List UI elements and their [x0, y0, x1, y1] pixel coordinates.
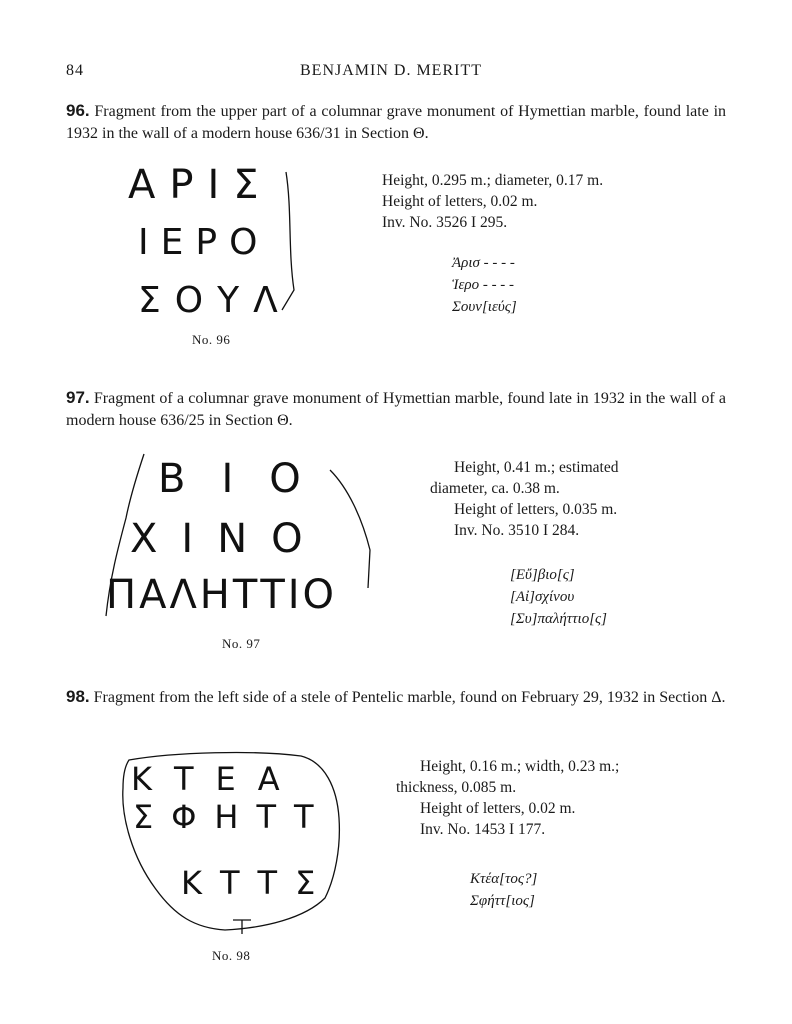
transcription-line: [Εὔ]βιο[ς] — [510, 567, 575, 583]
inscription-line: ΚΤΕΑ — [131, 760, 302, 798]
meta-line: Height of letters, 0.02 m. — [420, 800, 576, 817]
transcription-line: Ἀρισ - - - - — [452, 255, 515, 271]
entry-96-metadata — [382, 170, 603, 233]
meta-line: thickness, 0.085 m. — [396, 779, 517, 796]
figure-caption: No. 97 — [222, 636, 261, 651]
inscription-line: ΠΑΛΗΤΤΙΟ — [106, 572, 338, 618]
transcription-line: [Συ]παλήττιο[ς] — [510, 611, 607, 627]
entry-98-paragraph — [66, 686, 726, 709]
entry-98-transcription — [470, 868, 537, 912]
meta-line: Height of letters, 0.02 m. — [382, 193, 538, 210]
entry-98-metadata — [396, 756, 619, 840]
inscription-line: ΒΙΟ — [158, 456, 337, 502]
entry-96-paragraph — [66, 100, 726, 145]
meta-line: Inv. No. 3510 I 284. — [454, 522, 580, 539]
meta-line: Height, 0.16 m.; width, 0.23 m.; — [420, 758, 620, 775]
meta-line: Height, 0.41 m.; estimated — [454, 459, 619, 476]
entry-number: 97. — [66, 388, 90, 407]
inscription-line: ΣΟΥΛ — [138, 280, 292, 321]
entry-96-transcription — [452, 252, 517, 318]
figure-caption: No. 96 — [192, 332, 231, 347]
transcription-line: Σουν[ιεύς] — [452, 299, 517, 315]
meta-line: diameter, ca. 0.38 m. — [430, 480, 560, 497]
entry-97-paragraph — [66, 387, 726, 432]
entry-number: 98. — [66, 687, 90, 706]
transcription-line: Ἱερο - - - - — [452, 277, 515, 293]
inscription-line: ΧΙΝΟ — [130, 516, 327, 562]
meta-line: Inv. No. 3526 I 295. — [382, 214, 508, 231]
fragment-97-drawing — [100, 448, 380, 623]
entry-number: 96. — [66, 101, 90, 120]
fragment-96-drawing — [120, 150, 320, 330]
meta-line: Inv. No. 1453 I 177. — [420, 821, 546, 838]
inscription-remnant — [233, 920, 251, 934]
meta-line: Height of letters, 0.035 m. — [454, 501, 618, 518]
transcription-line: Σφήττ[ιος] — [470, 893, 535, 909]
meta-line: Height, 0.295 m.; diameter, 0.17 m. — [382, 172, 604, 189]
entry-97-metadata — [430, 457, 618, 541]
transcription-line: Κτέα[τος?] — [470, 871, 538, 887]
entry-97-transcription — [510, 564, 607, 630]
entry-description: Fragment of a columnar grave monument of Hymettian marble, found late in 1932 in the wall of a modern house 636/25 in Section Θ. — [66, 390, 727, 429]
running-title: BENJAMIN D. MERITT — [300, 62, 482, 79]
entry-description: Fragment from the left side of a stele of Pentelic marble, found on February 29, 1932 in Section Δ. — [93, 689, 726, 706]
transcription-line: [Αἰ]σχίνου — [510, 589, 575, 605]
inscription-line: ΣΦΗΤΤ — [133, 798, 332, 836]
entry-description: Fragment from the upper part of a columnar grave monument of Hymettian marble, found late in 1932 in the wall of a modern house 636/31 in Section Θ. — [66, 103, 727, 142]
figure-caption: No. 98 — [212, 948, 251, 963]
inscription-line: ΑΡΙΣ — [128, 162, 273, 208]
fragment-98-drawing — [115, 748, 355, 938]
inscription-line: ΙΕΡΟ — [138, 222, 270, 263]
inscription-line: ΚΤΤΣ — [181, 864, 334, 902]
page-number: 84 — [66, 62, 84, 79]
